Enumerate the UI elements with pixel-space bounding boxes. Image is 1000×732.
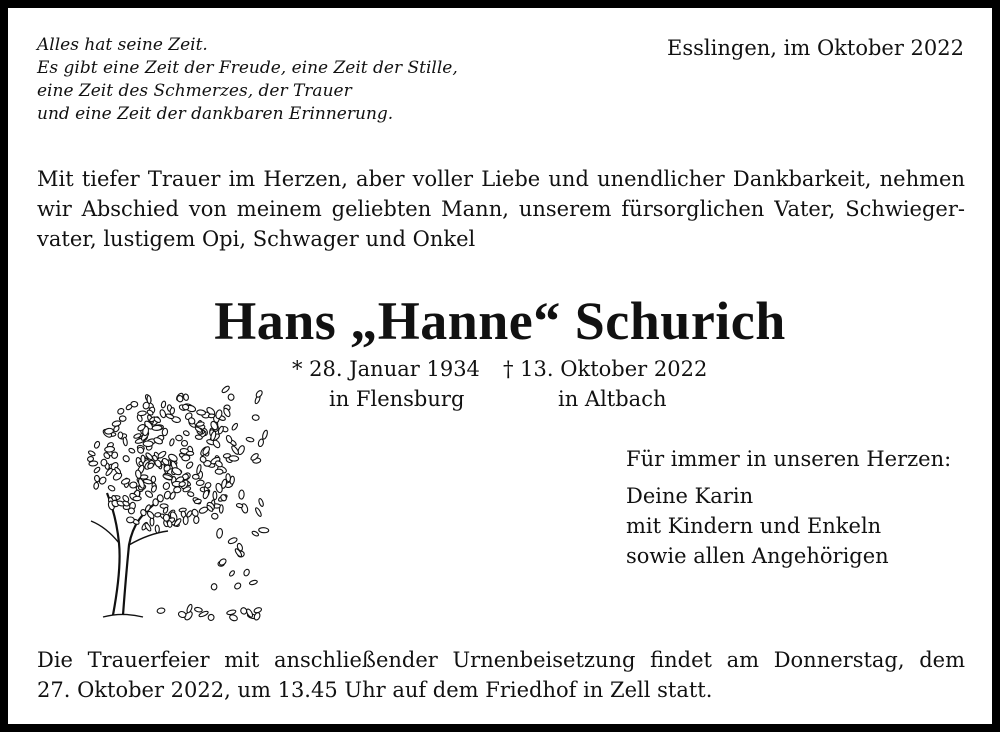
leaf-shape	[195, 435, 203, 440]
leaf-shape	[219, 505, 223, 514]
leaf-shape	[87, 456, 94, 462]
death-place: in Altbach	[558, 387, 667, 411]
leaf-shape	[88, 450, 96, 457]
leaf-shape	[117, 407, 125, 415]
leaf-shape	[104, 446, 114, 452]
leaf-shape	[246, 437, 254, 443]
leaf-shape	[155, 525, 160, 533]
leaf-shape	[236, 503, 243, 508]
birth-date: * 28. Januar 1934	[292, 357, 480, 381]
leaf-shape	[183, 394, 189, 401]
leaf-shape	[255, 390, 263, 399]
leaf-shape	[186, 510, 193, 518]
leaf-shape	[107, 484, 115, 492]
mourners-heading: Für immer in unseren Herzen:	[626, 447, 952, 471]
leaf-shape	[137, 411, 146, 417]
quote-line: Es gibt eine Zeit der Freude, eine Zeit der Stille,	[37, 58, 458, 78]
leaf-shape	[131, 401, 138, 407]
leaf-shape	[229, 614, 238, 622]
leaf-shape	[185, 461, 194, 470]
birth-place: in Flensburg	[329, 387, 465, 411]
leaf-shape	[249, 580, 258, 586]
leaf-shape	[128, 508, 135, 515]
death-info	[503, 354, 707, 414]
leaf-shape	[215, 469, 223, 474]
leaf-shape	[129, 482, 137, 489]
obituary-notice	[8, 8, 992, 724]
mourners-block	[626, 444, 951, 571]
leaf-shape	[194, 607, 203, 613]
quote-line: eine Zeit des Schmerzes, der Trauer	[37, 81, 352, 101]
leaf-shape	[229, 570, 236, 577]
leaf-shape	[193, 516, 199, 524]
tree-illustration	[63, 373, 273, 623]
leaf-shape	[229, 455, 239, 461]
funeral-line: Die Trauerfeier mit anschließender Urnenbeisetzung findet am Donnerstag, dem	[37, 648, 965, 672]
leaf-shape	[228, 394, 234, 401]
leaf-shape	[182, 455, 190, 461]
leaf-shape	[258, 498, 264, 507]
leaf-shape	[151, 485, 158, 493]
mourner-line: sowie allen Angehörigen	[626, 544, 889, 568]
leaf-shape	[262, 430, 269, 440]
intro-line: wir Abschied von meinem geliebten Mann, unserem fürsorglichen Vater, Schwieger-	[37, 197, 965, 221]
leaf-shape	[183, 430, 190, 437]
quote-line: Alles hat seine Zeit.	[37, 35, 208, 55]
leaf-shape	[181, 440, 187, 446]
intro-line: Mit tiefer Trauer im Herzen, aber voller Liebe und unendlicher Dankbarkeit, nehmen	[37, 167, 965, 191]
leaf-shape	[93, 466, 101, 473]
funeral-line: 27. Oktober 2022, um 13.45 Uhr auf dem Friedhof in Zell statt.	[37, 678, 713, 702]
leaf-shape	[175, 435, 183, 442]
leaf-shape	[118, 432, 123, 439]
leaf-shape	[225, 435, 233, 444]
leaf-shape	[104, 428, 113, 434]
death-date: † 13. Oktober 2022	[503, 357, 708, 381]
leaf-shape	[133, 496, 141, 501]
leaf-shape	[251, 530, 259, 537]
place-and-date: Esslingen, im Oktober 2022	[667, 36, 964, 60]
leaf-shape	[143, 441, 153, 447]
leaf-shape	[259, 527, 269, 533]
mourner-line: mit Kindern und Enkeln	[626, 514, 882, 538]
leaf-shape	[192, 474, 199, 479]
leaf-shape	[173, 486, 181, 493]
leaf-shape	[257, 438, 264, 447]
leaf-shape	[216, 528, 223, 538]
leaf-shape	[243, 568, 250, 576]
mourner-line: Deine Karin	[626, 484, 754, 508]
leaf-shape	[234, 582, 242, 590]
birth-info	[292, 354, 480, 414]
leaf-shape	[253, 612, 261, 621]
leaf-shape	[93, 482, 99, 489]
leaf-shape	[93, 441, 100, 449]
leaf-shape	[208, 414, 215, 418]
leaf-shape	[127, 517, 135, 523]
leaf-shape	[151, 476, 156, 482]
leaf-shape	[196, 480, 204, 486]
leaf-shape	[252, 414, 259, 420]
leaf-shape	[162, 482, 171, 491]
leaf-shape	[211, 513, 218, 520]
intro-line: vater, lustigem Opi, Schwager und Onkel	[37, 227, 476, 251]
leaf-shape	[157, 450, 167, 459]
leaf-shape	[231, 422, 238, 430]
leaf-shape	[228, 537, 238, 545]
leaf-shape	[94, 475, 100, 482]
intro-text	[37, 164, 965, 254]
leaf-shape	[161, 401, 167, 409]
leaf-shape	[119, 416, 126, 422]
memorial-quote	[37, 34, 458, 126]
leaf-shape	[207, 613, 215, 621]
leaf-shape	[196, 409, 205, 415]
leaf-shape	[114, 466, 122, 474]
leaf-shape	[128, 448, 135, 454]
deceased-name: Hans „Hanne“ Schurich	[214, 291, 786, 351]
leaf-shape	[254, 507, 262, 517]
leaf-shape	[187, 491, 194, 497]
leaf-shape	[152, 425, 162, 430]
leaf-shape	[245, 608, 253, 618]
leaf-shape	[101, 459, 107, 466]
leaf-shape	[159, 409, 167, 418]
leaf-shape	[213, 491, 217, 499]
leaf-shape	[211, 583, 217, 590]
leaf-shape	[178, 611, 187, 619]
leaf-shape	[157, 607, 166, 613]
leaf-shape	[221, 385, 230, 394]
leaf-shape	[122, 454, 131, 462]
leaf-shape	[169, 438, 175, 446]
leaf-shape	[123, 437, 128, 446]
funeral-info	[37, 645, 965, 705]
leaf-shape	[239, 490, 245, 499]
quote-line: und eine Zeit der dankbaren Erinnerung.	[37, 104, 394, 124]
